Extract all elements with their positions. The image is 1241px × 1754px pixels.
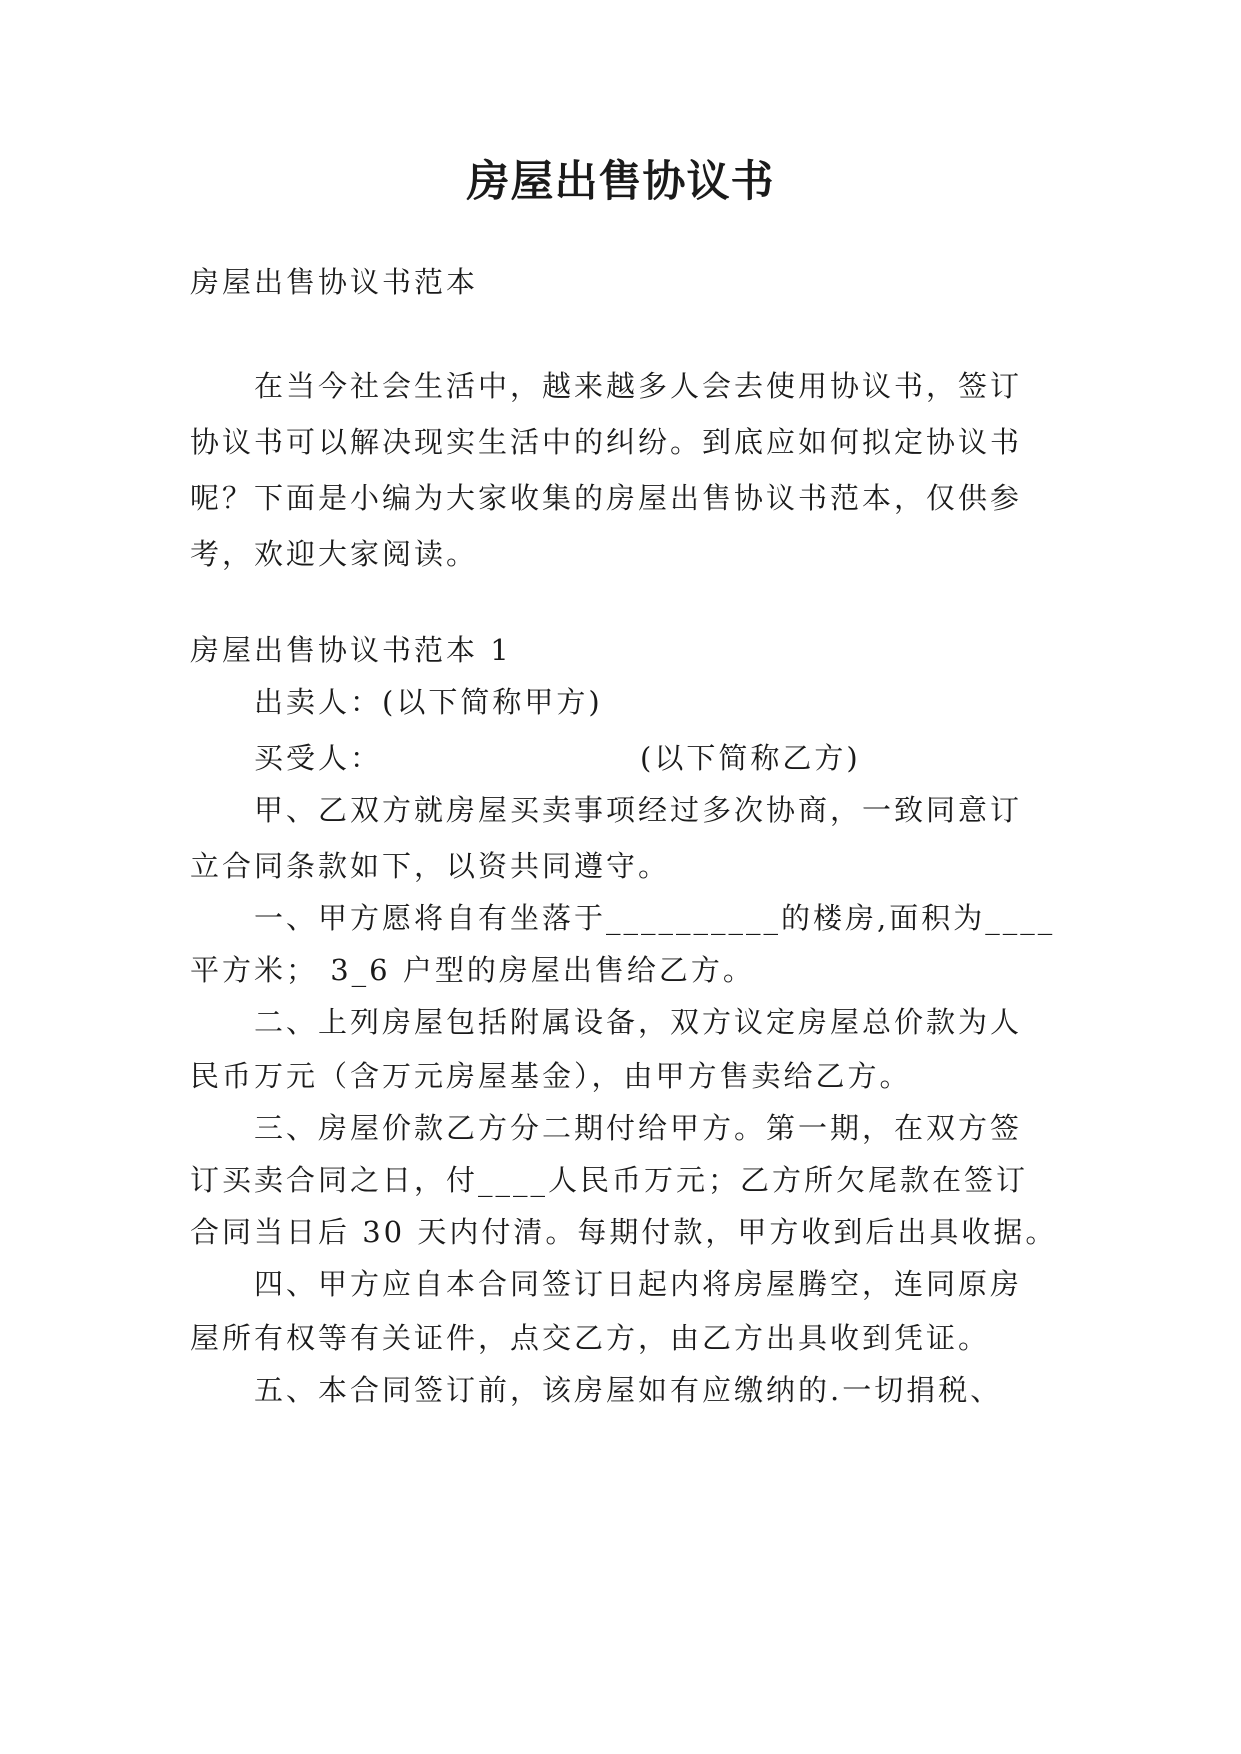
intro-line-4: 考，欢迎大家阅读。 bbox=[190, 537, 479, 571]
body-line-10: 四、甲方应自本合同签订日起内将房屋腾空，连同原房 bbox=[254, 1267, 1023, 1301]
section-heading: 房屋出售协议书范本 1 bbox=[190, 633, 512, 667]
body-line-3: 一、甲方愿将自有坐落于__________的楼房,面积为____ bbox=[254, 901, 1056, 935]
buyer-note: (以下简称乙方) bbox=[640, 741, 861, 775]
body-line-4: 平方米； 3_6 户型的房屋出售给乙方。 bbox=[190, 953, 755, 987]
intro-line-1: 在当今社会生活中，越来越多人会去使用协议书，签订 bbox=[254, 369, 1023, 403]
body-line-8: 订买卖合同之日，付____人民币万元；乙方所欠尾款在签订 bbox=[190, 1163, 1029, 1197]
buyer-label: 买受人： bbox=[254, 741, 383, 775]
body-line-5: 二、上列房屋包括附属设备，双方议定房屋总价款为人 bbox=[254, 1005, 1023, 1039]
body-line-1: 甲、乙双方就房屋买卖事项经过多次协商，一致同意订 bbox=[254, 793, 1023, 827]
seller-line: 出卖人：(以下简称甲方) bbox=[254, 685, 603, 719]
body-line-9: 合同当日后 30 天内付清。每期付款，甲方收到后出具收据。 bbox=[190, 1215, 1058, 1249]
intro-line-2: 协议书可以解决现实生活中的纠纷。到底应如何拟定协议书 bbox=[190, 425, 1023, 459]
document-subtitle: 房屋出售协议书范本 bbox=[190, 265, 479, 299]
body-line-2: 立合同条款如下，以资共同遵守。 bbox=[190, 849, 671, 883]
body-line-11: 屋所有权等有关证件，点交乙方，由乙方出具收到凭证。 bbox=[190, 1321, 991, 1355]
body-line-12: 五、本合同签订前，该房屋如有应缴纳的.一切捐税、 bbox=[254, 1373, 1003, 1407]
body-line-7: 三、房屋价款乙方分二期付给甲方。第一期，在双方签 bbox=[254, 1111, 1023, 1145]
intro-line-3: 呢？下面是小编为大家收集的房屋出售协议书范本，仅供参 bbox=[190, 481, 1023, 515]
document-title: 房屋出售协议书 bbox=[466, 157, 775, 207]
body-line-6: 民币万元（含万元房屋基金），由甲方售卖给乙方。 bbox=[190, 1059, 912, 1093]
